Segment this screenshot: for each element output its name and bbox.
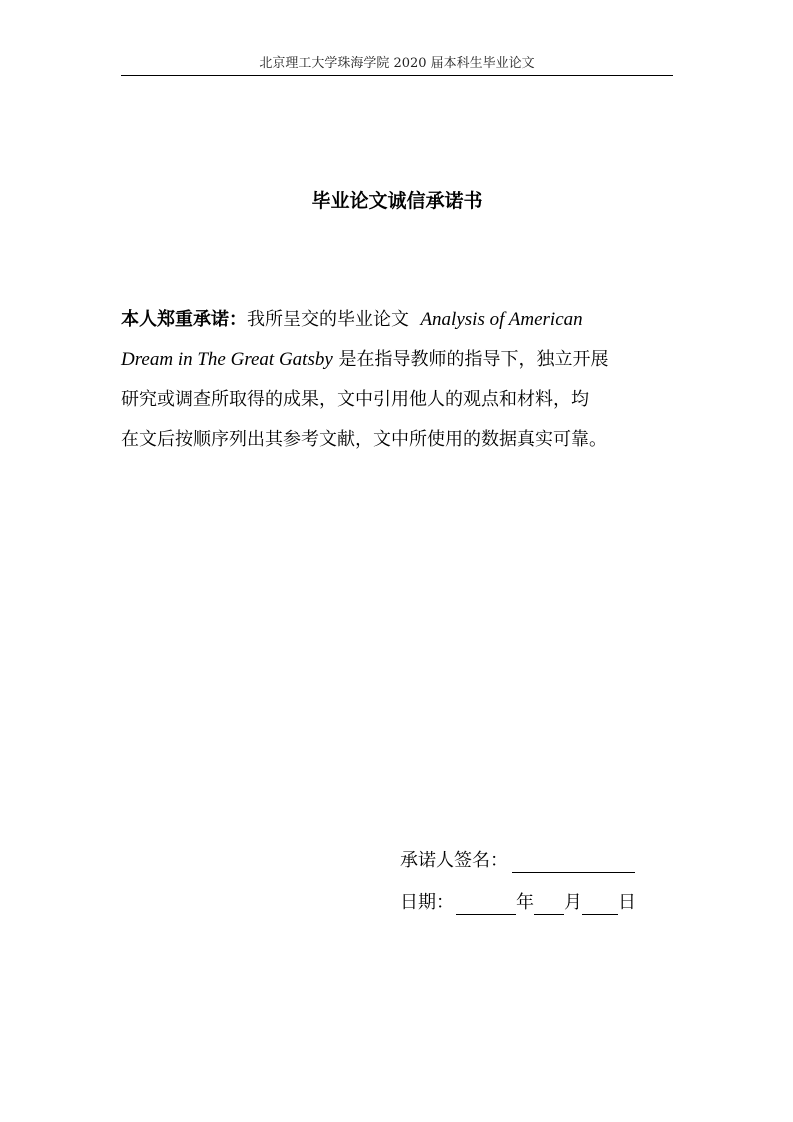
signer-row bbox=[400, 840, 636, 882]
date-label: 日期： bbox=[400, 892, 454, 913]
day-label: 日 bbox=[618, 892, 636, 913]
statement-line-1 bbox=[121, 300, 661, 340]
signer-label: 承诺人签名： bbox=[400, 850, 508, 871]
signer-name-blank[interactable] bbox=[512, 850, 635, 873]
month-label: 月 bbox=[564, 892, 582, 913]
month-blank[interactable] bbox=[534, 892, 564, 915]
page-header: 北京理工大学珠海学院 2020 届本科生毕业论文 bbox=[259, 56, 535, 71]
day-blank[interactable] bbox=[582, 892, 618, 915]
commitment-statement bbox=[121, 300, 661, 460]
statement-lead: 本人郑重承诺： bbox=[121, 309, 247, 330]
statement-line-3: 研究或调查所取得的成果，文中引用他人的观点和材料，均 bbox=[121, 389, 589, 410]
thesis-title-part-2: Dream in The Great Gatsby bbox=[121, 349, 333, 370]
year-blank[interactable] bbox=[456, 892, 516, 915]
statement-text-2: 是在指导教师的指导下，独立开展 bbox=[338, 349, 609, 370]
header-rule bbox=[121, 75, 673, 76]
statement-line-4: 在文后按顺序列出其参考文献，文中所使用的数据真实可靠。 bbox=[121, 429, 607, 450]
year-label: 年 bbox=[516, 892, 534, 913]
signature-block bbox=[400, 840, 636, 924]
date-row bbox=[400, 882, 636, 924]
statement-line-2 bbox=[121, 340, 661, 380]
document-title: 毕业论文诚信承诺书 bbox=[311, 190, 483, 212]
statement-text-1: 我所呈交的毕业论文 bbox=[247, 309, 409, 330]
thesis-title-part-1: Analysis of American bbox=[420, 309, 583, 330]
